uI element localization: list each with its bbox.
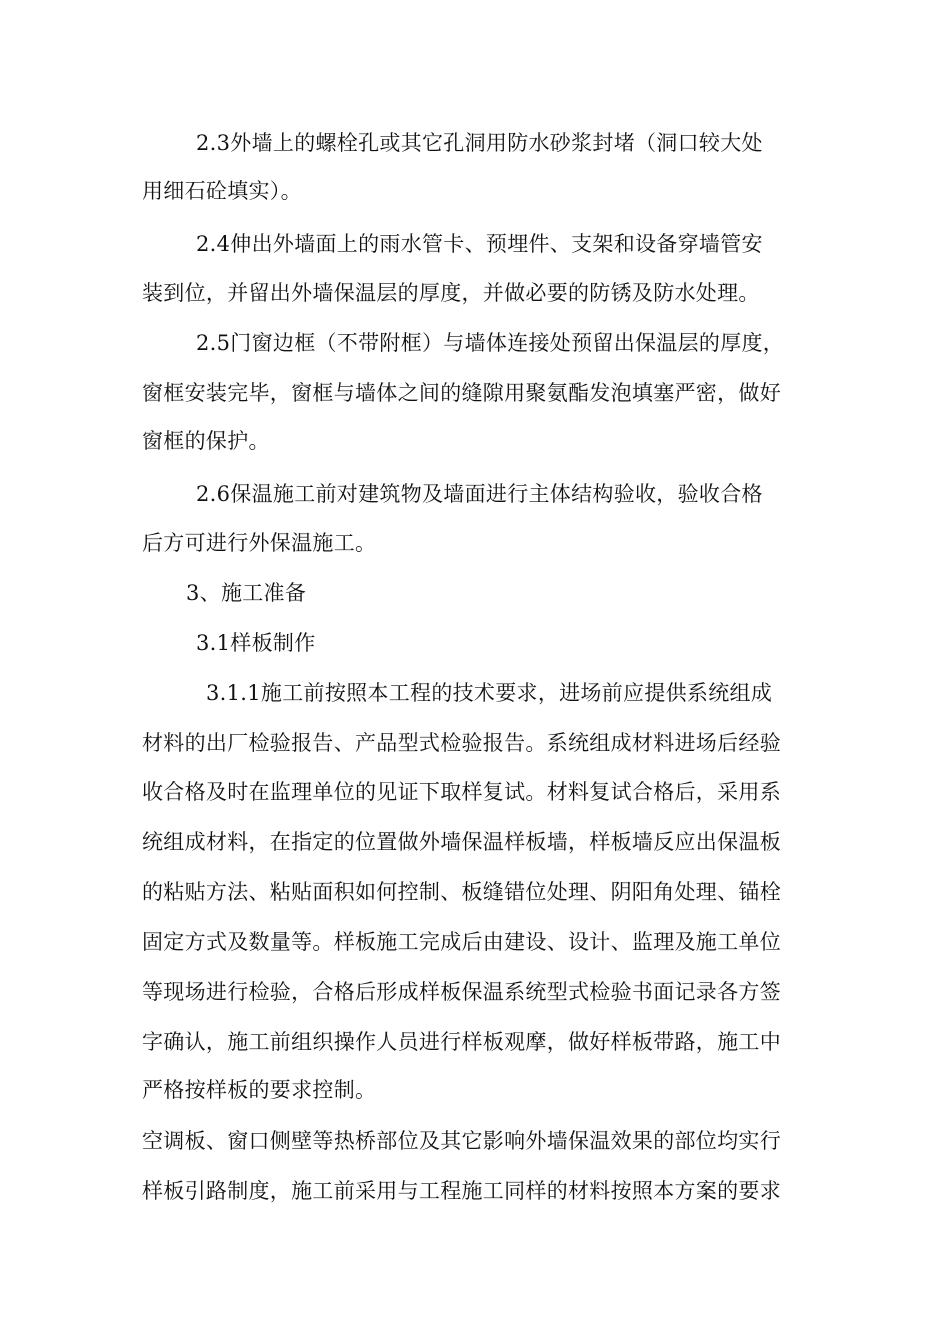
text-line: 的粘贴方法、粘贴面积如何控制、板缝错位处理、阴阳角处理、锚栓 bbox=[142, 880, 781, 904]
text-line: 等现场进行检验，合格后形成样板保温系统型式检验书面记录各方签 bbox=[142, 980, 781, 1004]
text-line: 样板引路制度，施工前采用与工程施工同样的材料按照本方案的要求 bbox=[142, 1179, 781, 1203]
text-line: 统组成材料，在指定的位置做外墙保温样板墙，样板墙反应出保温板 bbox=[142, 830, 781, 854]
text-line: 窗框安装完毕，窗框与墙体之间的缝隙用聚氨酯发泡填塞严密，做好 bbox=[142, 381, 781, 405]
section-heading: 3、施工准备 bbox=[186, 581, 307, 605]
text-line: 2.4伸出外墙面上的雨水管卡、预埋件、支架和设备穿墙管安 bbox=[196, 232, 763, 256]
text-line: 2.6保温施工前对建筑物及墙面进行主体结构验收，验收合格 bbox=[196, 482, 763, 506]
text-line: 字确认，施工前组织操作人员进行样板观摩，做好样板带路，施工中 bbox=[142, 1030, 781, 1054]
text-line: 收合格及时在监理单位的见证下取样复试。材料复试合格后，采用系 bbox=[142, 780, 781, 804]
text-line: 装到位，并留出外墙保温层的厚度，并做必要的防锈及防水处理。 bbox=[142, 281, 760, 305]
subsection-heading: 3.1样板制作 bbox=[196, 631, 316, 655]
text-line: 2.5门窗边框（不带附框）与墙体连接处预留出保温层的厚度， bbox=[196, 331, 785, 355]
text-line: 空调板、窗口侧壁等热桥部位及其它影响外墙保温效果的部位均实行 bbox=[142, 1129, 781, 1153]
text-line: 2.3外墙上的螺栓孔或其它孔洞用防水砂浆封堵（洞口较大处 bbox=[196, 131, 763, 155]
text-line: 用细石砼填实）。 bbox=[142, 179, 302, 203]
text-line: 严格按样板的要求控制。 bbox=[142, 1078, 377, 1102]
text-line: 材料的出厂检验报告、产品型式检验报告。系统组成材料进场后经验 bbox=[142, 731, 781, 755]
text-line: 固定方式及数量等。样板施工完成后由建设、设计、监理及施工单位 bbox=[142, 930, 781, 954]
text-line: 后方可进行外保温施工。 bbox=[142, 531, 377, 555]
text-line: 窗框的保护。 bbox=[142, 429, 270, 453]
text-line: 3.1.1施工前按照本工程的技术要求，进场前应提供系统组成 bbox=[206, 681, 773, 705]
